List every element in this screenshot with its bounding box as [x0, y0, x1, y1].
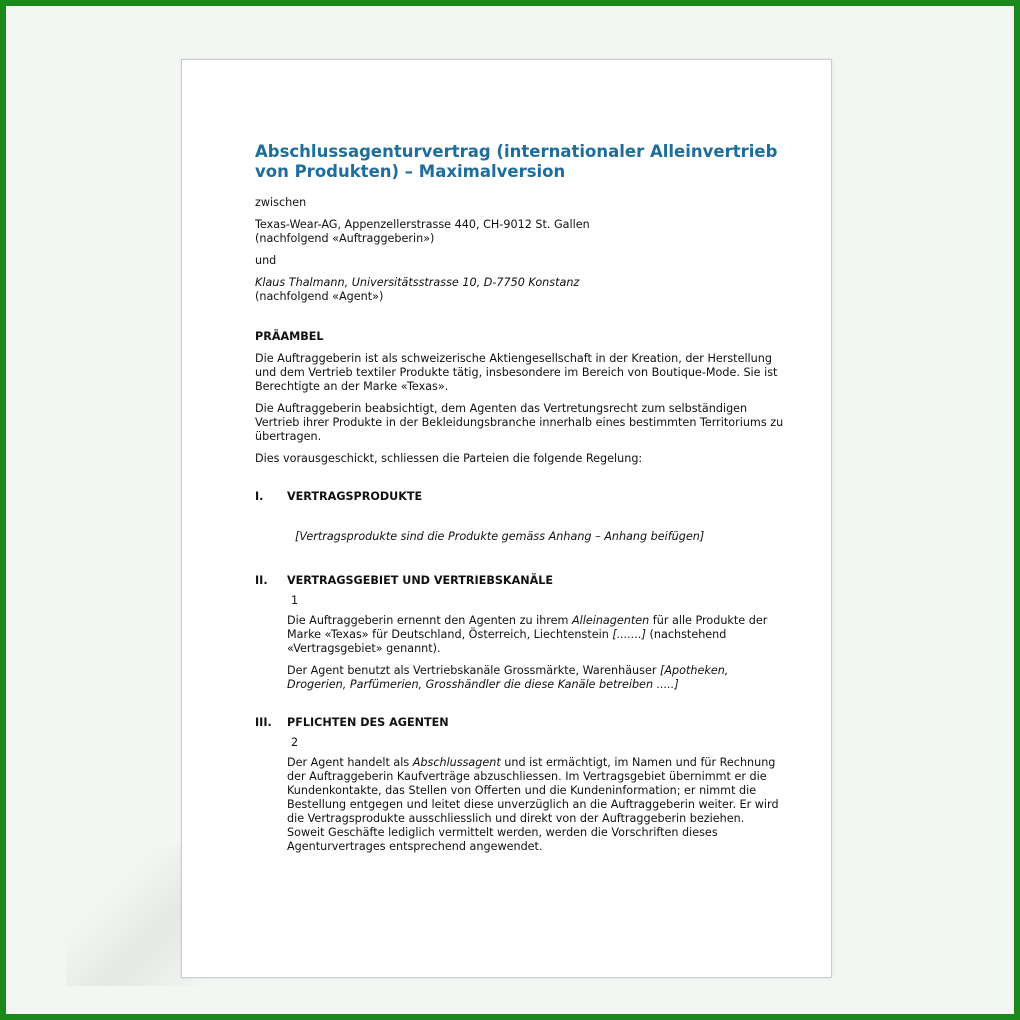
section-3-title: PFLICHTEN DES AGENTEN	[287, 716, 449, 729]
party2-address: Klaus Thalmann, Universitätsstrasse 10, D-7750 Konstanz	[255, 276, 580, 289]
section-3-number: III.	[255, 716, 272, 729]
text-run: Der Agent handelt als	[287, 756, 413, 769]
preamble-paragraph-3: Dies vorausgeschickt, schliessen die Parteien die folgende Regelung:	[255, 452, 643, 465]
section-3-subnumber: 2	[291, 736, 299, 749]
section-2-title: VERTRAGSGEBIET UND VERTRIEBSKANÄLE	[287, 574, 554, 587]
section-2-heading	[255, 574, 785, 588]
section-2-paragraph-2	[287, 664, 785, 692]
text-run-italic: Alleinagenten	[571, 614, 650, 627]
section-1-text: [Vertragsprodukte sind die Produkte gemäss Anhang – Anhang beifügen]	[295, 530, 705, 543]
party1	[255, 218, 785, 246]
and-text: und	[255, 254, 277, 267]
text-run: für alle Produkte der Marke «Texas» für Deutschland, Österreich, Liechtenstein	[287, 614, 768, 641]
preamble-paragraph-2: Die Auftraggeberin beabsichtigt, dem Agenten das Vertretungsrecht zum selbständigen Vertrieb ihrer Produkte in der Bekleidungsbranche innerhalb eines bestimmten Territoriums zu übertragen.	[255, 402, 784, 443]
text-run: und ist ermächtigt, im Namen und für Rechnung der Auftraggeberin Kaufverträge abzuschliessen. Im Vertragsgebiet übernimmt er die Kundenkontakte, das Stellen von Offerten und die Kundeninformation; er nimmt die Bestellung entgegen und leitet diese unverzüglich an die Auftraggeberin weiter. Er wird die Vertragsprodukte ausschliesslich und direkt von der Auftraggeberin beziehen. Soweit Geschäfte lediglich vermittelt werden, werden die Vorschriften dieses Agenturvertrages entsprechend angewendet.	[287, 756, 779, 853]
party1-address: Texas-Wear-AG, Appenzellerstrasse 440, CH-9012 St. Gallen	[255, 218, 590, 231]
section-2-number: II.	[255, 574, 268, 587]
text-run: Die Auftraggeberin ernennt den Agenten zu ihrem	[287, 614, 572, 627]
preamble-paragraph-1: Die Auftraggeberin ist als schweizerische Aktiengesellschaft in der Kreation, der Herstellung und dem Vertrieb textiler Produkte tätig, insbesondere im Bereich von Boutique-Mode. Sie ist Berechtigte an der Marke «Texas».	[255, 352, 778, 393]
party1-role: (nachfolgend «Auftraggeberin»)	[255, 232, 435, 245]
between-text: zwischen	[255, 196, 307, 209]
text-run-italic: [Apotheken, Drogerien, Parfümerien, Grosshändler die diese Kanäle betreiben .....]	[287, 664, 729, 691]
text-run: Der Agent benutzt als Vertriebskanäle Grossmärkte, Warenhäuser	[287, 664, 661, 677]
section-3-paragraph-1	[287, 756, 785, 854]
document-title: Abschlussagenturvertrag (internationaler Alleinvertrieb von Produkten) – Maximalversion	[255, 142, 778, 181]
frame-background	[6, 6, 1014, 1014]
section-2-subnumber: 1	[291, 594, 299, 607]
section-1-number: I.	[255, 490, 264, 503]
party2	[255, 276, 785, 304]
section-3-heading	[255, 716, 785, 730]
document-page	[181, 59, 832, 978]
section-2-paragraph-1	[287, 614, 785, 656]
text-run-italic: [.......]	[612, 628, 646, 641]
party2-role: (nachfolgend «Agent»)	[255, 290, 384, 303]
section-1-heading	[255, 490, 785, 504]
preamble-heading: PRÄAMBEL	[255, 330, 324, 343]
text-run: (nachstehend «Vertragsgebiet» genannt).	[287, 628, 727, 655]
text-run-italic: Abschlussagent	[412, 756, 501, 769]
section-1-title: VERTRAGSPRODUKTE	[287, 490, 423, 503]
document-content	[255, 142, 785, 862]
